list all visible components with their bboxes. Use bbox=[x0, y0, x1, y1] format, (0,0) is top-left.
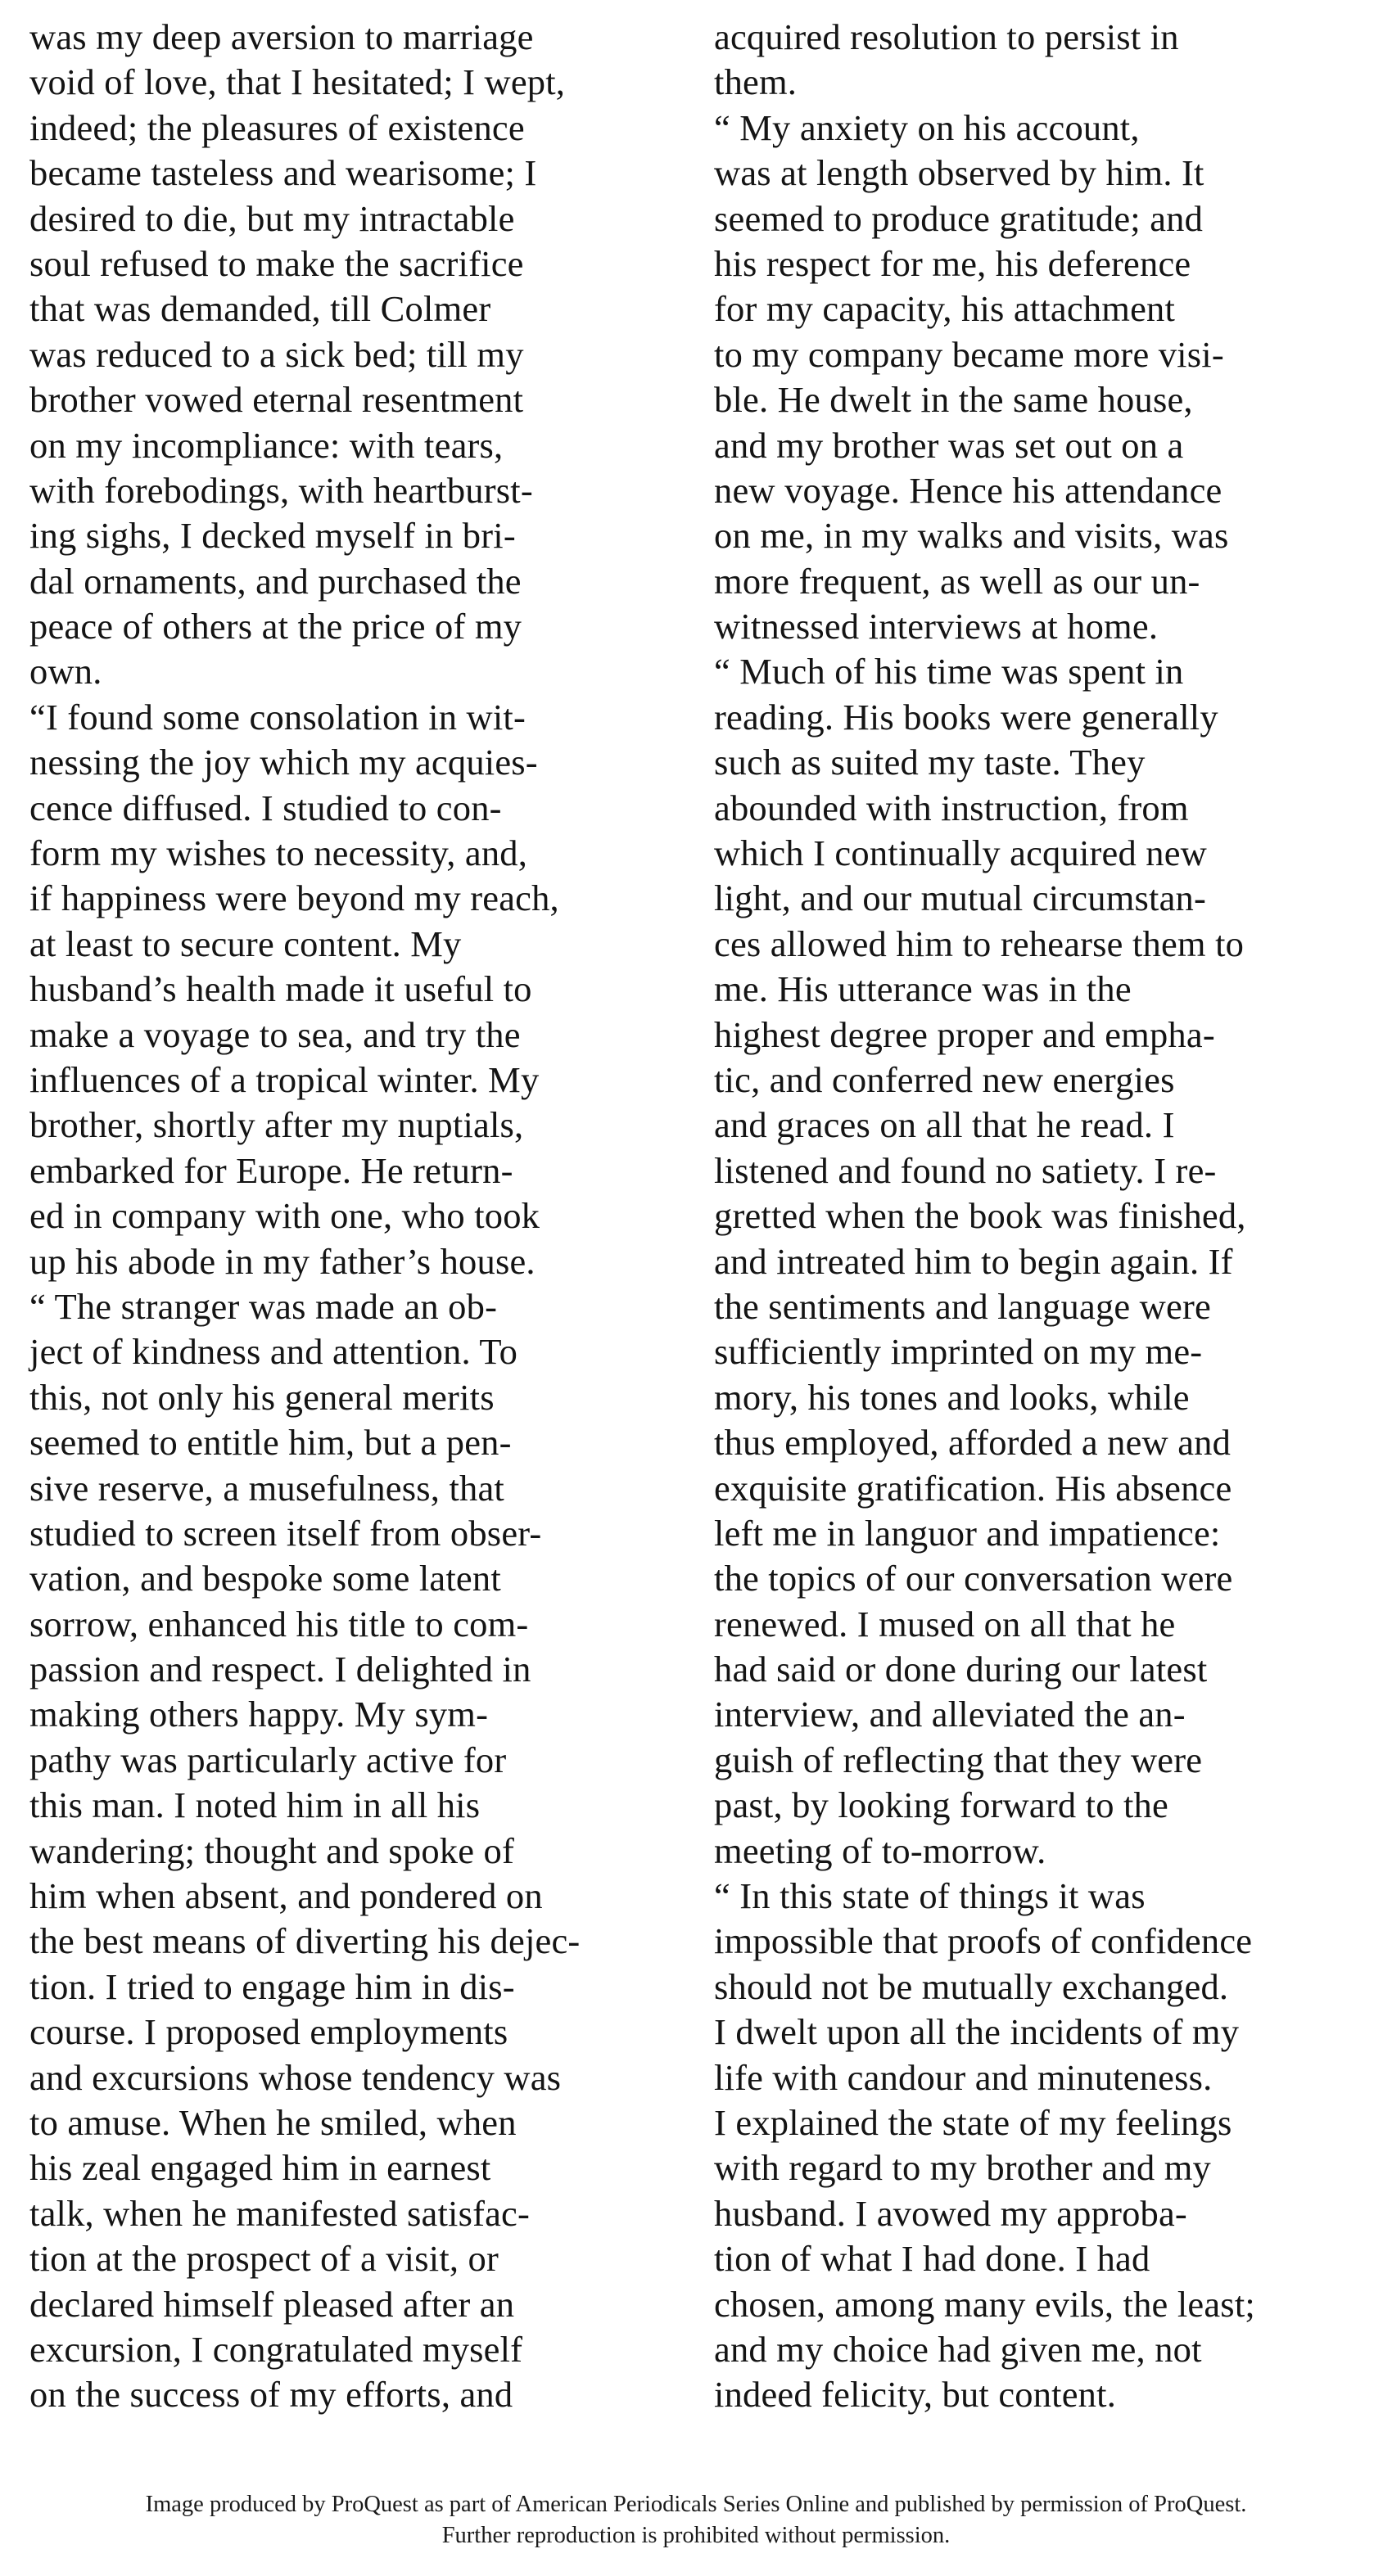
text-line: sorrow, enhanced his title to com- bbox=[29, 1603, 529, 1644]
text-line: on my incompliance: with tears, bbox=[29, 424, 504, 466]
text-line: tion at the prospect of a visit, or bbox=[29, 2238, 499, 2280]
text-line: course. I proposed employments bbox=[29, 2011, 508, 2053]
text-line: his zeal engaged him in earnest bbox=[29, 2147, 491, 2189]
text-line: was my deep aversion to marriage bbox=[29, 16, 534, 57]
copyright-notice: Image produced by ProQuest as part of American Periodicals Series Online and published by permission of ProQuest. bbox=[145, 2492, 1247, 2517]
text-line: seemed to produce gratitude; and bbox=[714, 197, 1204, 239]
text-line: interview, and alleviated the an- bbox=[714, 1694, 1186, 1735]
text-line: on the success of my efforts, and bbox=[29, 2374, 513, 2416]
text-line: vation, and bespoke some latent bbox=[29, 1558, 501, 1599]
text-line: gretted when the book was finished, bbox=[714, 1195, 1246, 1237]
text-line: make a voyage to sea, and try the bbox=[29, 1013, 521, 1055]
text-line: meeting of to-morrow. bbox=[714, 1829, 1046, 1871]
text-line: brother vowed eternal resentment bbox=[29, 379, 524, 421]
text-line: exquisite gratification. His absence bbox=[714, 1467, 1232, 1509]
text-line: if happiness were beyond my reach, bbox=[29, 877, 559, 919]
text-line: I dwelt upon all the incidents of my bbox=[714, 2011, 1240, 2053]
text-line: mory, his tones and looks, while bbox=[714, 1376, 1190, 1418]
text-line: “ My anxiety on his account, bbox=[714, 106, 1140, 148]
text-line: that was demanded, till Colmer bbox=[29, 288, 491, 330]
text-line: was at length observed by him. It bbox=[714, 152, 1204, 194]
text-line: with regard to my brother and my bbox=[714, 2147, 1211, 2189]
text-line: had said or done during our latest bbox=[714, 1649, 1208, 1690]
text-line: ble. He dwelt in the same house, bbox=[714, 379, 1193, 421]
text-line: ject of kindness and attention. To bbox=[29, 1331, 518, 1373]
text-line: highest degree proper and empha- bbox=[714, 1013, 1215, 1055]
text-line: thus employed, afforded a new and bbox=[714, 1422, 1232, 1464]
text-line: own. bbox=[29, 651, 102, 692]
text-line: “ The stranger was made an ob- bbox=[29, 1285, 498, 1327]
text-line: should not be mutually exchanged. bbox=[714, 1965, 1229, 2007]
text-line: influences of a tropical winter. My bbox=[29, 1058, 540, 1100]
text-line: the best means of diverting his dejec- bbox=[29, 1920, 581, 1962]
text-line: listened and found no satiety. I re- bbox=[714, 1149, 1217, 1191]
text-line: indeed; the pleasures of existence bbox=[29, 106, 525, 148]
text-line: excursion, I congratulated myself bbox=[29, 2328, 523, 2370]
text-line: me. His utterance was in the bbox=[714, 968, 1132, 1010]
text-line: to my company became more visi- bbox=[714, 333, 1224, 375]
text-column-right bbox=[714, 15, 1361, 2418]
text-line: and my choice had given me, not bbox=[714, 2328, 1202, 2370]
text-line: tic, and conferred new energies bbox=[714, 1058, 1175, 1100]
text-line: reading. His books were generally bbox=[714, 696, 1218, 738]
text-line: studied to screen itself from obser- bbox=[29, 1512, 542, 1554]
text-line: new voyage. Hence his attendance bbox=[714, 469, 1223, 511]
text-line: nessing the joy which my acquies- bbox=[29, 742, 538, 783]
text-line: “ In this state of things it was bbox=[714, 1875, 1146, 1917]
text-line: him when absent, and pondered on bbox=[29, 1875, 543, 1917]
text-line: past, by looking forward to the bbox=[714, 1784, 1168, 1826]
text-line: passion and respect. I delighted in bbox=[29, 1649, 531, 1690]
text-line: was reduced to a sick bed; till my bbox=[29, 333, 524, 375]
text-line: ing sighs, I decked myself in bri- bbox=[29, 515, 516, 557]
text-line: pathy was particularly active for bbox=[29, 1739, 507, 1780]
text-line: the sentiments and language were bbox=[714, 1285, 1211, 1327]
text-line: witnessed interviews at home. bbox=[714, 606, 1159, 647]
text-line: abounded with instruction, from bbox=[714, 787, 1189, 828]
reproduction-notice: Further reproduction is prohibited without permission. bbox=[441, 2523, 951, 2548]
text-line: I explained the state of my feelings bbox=[714, 2101, 1232, 2143]
text-line: them. bbox=[714, 61, 798, 103]
text-line: making others happy. My sym- bbox=[29, 1694, 489, 1735]
text-line: light, and our mutual circumstan- bbox=[714, 877, 1207, 919]
text-line: up his abode in my father’s house. bbox=[29, 1240, 536, 1282]
text-line: dal ornaments, and purchased the bbox=[29, 560, 522, 602]
text-line: such as suited my taste. They bbox=[714, 742, 1146, 783]
text-line: renewed. I mused on all that he bbox=[714, 1603, 1176, 1644]
text-line: tion of what I had done. I had bbox=[714, 2238, 1150, 2280]
text-line: and intreated him to begin again. If bbox=[714, 1240, 1233, 1282]
text-line: tion. I tried to engage him in dis- bbox=[29, 1965, 515, 2007]
text-line: form my wishes to necessity, and, bbox=[29, 832, 528, 874]
text-line: on me, in my walks and visits, was bbox=[714, 515, 1229, 557]
text-line: life with candour and minuteness. bbox=[714, 2056, 1213, 2098]
text-line: the topics of our conversation were bbox=[714, 1558, 1233, 1599]
text-line: husband. I avowed my approba- bbox=[714, 2192, 1187, 2234]
text-line: soul refused to make the sacrifice bbox=[29, 242, 524, 284]
text-line: cence diffused. I studied to con- bbox=[29, 787, 502, 828]
text-line: indeed felicity, but content. bbox=[714, 2374, 1117, 2416]
text-line: guish of reflecting that they were bbox=[714, 1739, 1203, 1780]
text-line: ces allowed him to rehearse them to bbox=[714, 923, 1245, 964]
text-line: at least to secure content. My bbox=[29, 923, 462, 964]
text-line: became tasteless and wearisome; I bbox=[29, 152, 537, 194]
text-line: “I found some consolation in wit- bbox=[29, 696, 527, 738]
text-line: with forebodings, with heartburst- bbox=[29, 469, 533, 511]
text-line: declared himself pleased after an bbox=[29, 2283, 515, 2325]
text-line: this man. I noted him in all his bbox=[29, 1784, 481, 1826]
text-line: more frequent, as well as our un- bbox=[714, 560, 1200, 602]
text-line: seemed to entitle him, but a pen- bbox=[29, 1422, 512, 1464]
text-line: ed in company with one, who took bbox=[29, 1195, 540, 1237]
text-line: and excursions whose tendency was bbox=[29, 2056, 562, 2098]
text-line: embarked for Europe. He return- bbox=[29, 1149, 513, 1191]
text-line: talk, when he manifested satisfac- bbox=[29, 2192, 531, 2234]
text-column-left bbox=[29, 15, 676, 2418]
text-line: this, not only his general merits bbox=[29, 1376, 495, 1418]
text-line: peace of others at the price of my bbox=[29, 606, 522, 647]
text-line: impossible that proofs of confidence bbox=[714, 1920, 1253, 1962]
text-line: for my capacity, his attachment bbox=[714, 288, 1176, 330]
text-line: and my brother was set out on a bbox=[714, 424, 1184, 466]
text-line: to amuse. When he smiled, when bbox=[29, 2101, 517, 2143]
text-line: which I continually acquired new bbox=[714, 832, 1208, 874]
text-line: his respect for me, his deference bbox=[714, 242, 1191, 284]
text-line: chosen, among many evils, the least; bbox=[714, 2283, 1255, 2325]
text-line: desired to die, but my intractable bbox=[29, 197, 515, 239]
text-line: wandering; thought and spoke of bbox=[29, 1829, 515, 1871]
text-line: sive reserve, a musefulness, that bbox=[29, 1467, 504, 1509]
text-line: husband’s health made it useful to bbox=[29, 968, 532, 1010]
text-line: “ Much of his time was spent in bbox=[714, 651, 1184, 692]
text-line: void of love, that I hesitated; I wept, bbox=[29, 61, 566, 103]
text-line: and graces on all that he read. I bbox=[714, 1104, 1175, 1146]
text-line: left me in languor and impatience: bbox=[714, 1512, 1221, 1554]
text-line: acquired resolution to persist in bbox=[714, 16, 1179, 57]
text-line: sufficiently imprinted on my me- bbox=[714, 1331, 1203, 1373]
text-line: brother, shortly after my nuptials, bbox=[29, 1104, 524, 1146]
